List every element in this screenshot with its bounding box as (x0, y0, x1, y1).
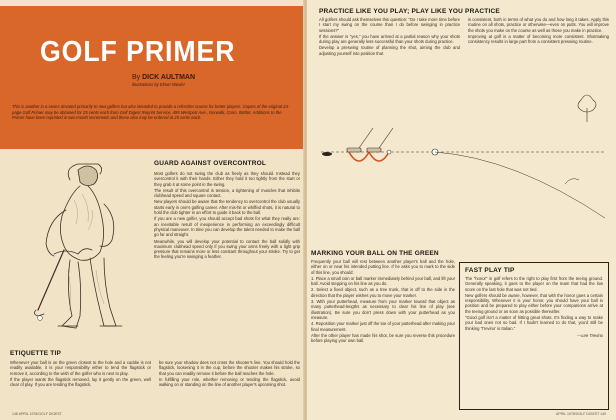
text-paragraph: If the answer is "yes," you have arrived at a partial reason why your shots during play are generally less successful than your shots during practice. (319, 33, 460, 45)
byline (132, 74, 195, 81)
page-title: GOLF PRIMER (40, 36, 236, 68)
etiquette-col-1 (10, 360, 151, 388)
folio-left: 148 APRIL 1978/GOLF DIGEST (12, 412, 62, 416)
guard-paragraph: The result of this overcontrol is tension, a tightening of muscles that inhibits clubhead speed and square contact. (154, 187, 300, 199)
putter-heads (347, 128, 393, 152)
intro-text: This is another in a series devoted primarily to new golfers but also intended to provide a refresher course for better players. Copies of the original 24-page Golf Primer may be obtained for 25 cents each from Golf Digest Reprint Service, 495 Westport Ave., Norwalk, Conn. 06856. Additions to the Primer have been reprinted in two-month increments and these also may be ordered at 25 cents each. (12, 104, 290, 121)
marking-paragraph: 2. Select a fixed object, such as a tree trunk, that is off to the side in the direction that the player wishes you to move your marker. (311, 287, 455, 298)
marking-paragraph: 3. With your putterhead, measure from your marker toward that object as many putterhead-lengths as necessary to clear his line of play (see illustration). Be sure you don't press down with your putterhead as you measure. (311, 299, 455, 320)
guard-paragraph: New players should be aware that the tendency to overcontrol the club usually starts early in one's golfing career. After mis-hit or whiffed shots, it is natural to hold the club tighter in an effort to guide it back to the ball. (154, 199, 300, 216)
marking-section (311, 250, 455, 344)
etiquette-columns (10, 360, 300, 388)
left-page (0, 0, 306, 420)
marking-paragraph: After the other player has made his shot, be sure you reverse this procedure before playing your own ball. (311, 332, 455, 344)
practice-heading: PRACTICE LIKE YOU PLAY; PLAY LIKE YOU PRACTICE (319, 8, 500, 15)
marking-paragraph: 1. Place a small coin or ball marker immediately behind your ball, and lift your ball. Avoid stepping on his line as you do. (311, 275, 455, 287)
quote-paragraph: "Good golf isn't a matter of hitting great shots. It's finding a way to make your bad ones not so bad. If I hadn't learned to do that, you'd still be thinking 'Trevino' is Italian." (465, 315, 603, 331)
ball-marker (387, 150, 391, 154)
marking-paragraph: Frequently your ball will rest between another player's ball and the hole, either on or near his intended putting line. If he asks you to mark to the side of this line, you should: (311, 259, 455, 275)
hole-flag (322, 152, 332, 156)
fast-play-paragraph: The "honor" in golf refers to the right to play first from the teeing ground. Generally speaking, it goes to the player on the team that had the low score on the last hole that was not tied. (465, 276, 603, 292)
text-paragraph: Develop a preswing routine of planning the shot, aiming the club and adjusting yourself into position that (319, 45, 460, 56)
fast-play-paragraph: New golfers should be aware, however, that with the honor goes a certain responsibility. Whenever it is your honor, you should have your ball in position and be prepared to play either before your companions arrive at the teeing ground or as soon as possible thereafter. (465, 292, 603, 314)
fast-play-box (459, 262, 609, 410)
guard-section (154, 160, 300, 261)
text-paragraph: Whenever your ball is on the green closest to the hole and a caddie is not readily available, it is your responsibility either to tend the flagstick or remove it, according to the wish of the golfer who is next to play. (10, 360, 151, 376)
measure-arcs (349, 152, 389, 161)
guard-paragraph: Most golfers do not swing the club as freely as they should. Instead they overcontrol it with their hands. Either they hold it too tightly from the start or they grab it at some point in the swing. (154, 171, 300, 187)
fast-play-heading: FAST PLAY TIP (465, 267, 515, 274)
guard-paragraph: Meanwhile, you will develop your potential to contact the ball solidly with maximum clubhead speed only if you swing your arms freely with a light grip pressure that remains more or less constant throughout your stroke. Try to get the feeling you're swinging a feather. (154, 238, 300, 260)
text-paragraph: is consistent, both in terms of what you do and how long it takes. Apply this routine on all shots, practice or otherwise—even on putts. You will improve the shots you make on the course as well as those you make in practice. (468, 17, 609, 33)
practice-columns (319, 17, 609, 57)
right-page (306, 0, 616, 420)
author-name: DICK AULTMAN (142, 74, 196, 81)
practice-col-1 (319, 17, 460, 57)
quote-signature: —Lee Trevino (577, 332, 603, 338)
practice-section (319, 8, 609, 57)
etiquette-col-2 (159, 360, 300, 388)
marker-diagram (315, 88, 611, 248)
guard-heading: GUARD AGAINST OVERCONTROL (154, 160, 267, 167)
fast-play-body (465, 276, 603, 331)
text-paragraph: In fulfilling your role, whether removing or tending the flagstick, avoid walking on or standing on the line of another player's upcoming shot. (159, 376, 300, 388)
text-paragraph: All golfers should ask themselves this question: "Do I take more time before I start my swing on the course than I do before swinging in practice sessions?" (319, 17, 460, 33)
tree-icon (578, 95, 596, 122)
title-banner (0, 6, 304, 149)
target-line (435, 152, 605, 218)
golfer-illustration (8, 150, 150, 345)
text-paragraph: be sure your shadow does not cross the shooter's line. You should hold the flagstick, loosening it in the cup, before the shooter makes his stroke, so that you can readily remove it before the ball reaches the hole. (159, 360, 300, 376)
marking-heading: MARKING YOUR BALL ON THE GREEN (311, 250, 439, 257)
byline-prefix: By (132, 74, 141, 81)
text-paragraph: If the player wants the flagstick removed, lay it gently on the green, well clear of play. If you are tending the flagstick, (10, 376, 151, 388)
guard-paragraph: If you are a new golfer, you should accept bad shots for what they really are: an inevitable result of inexperience in performing an exceedingly difficult physical maneuver. In time you can develop the talent needed to make the ball go far and straight. (154, 216, 300, 238)
text-paragraph: Improving at golf is a matter of becoming more consistent. Shotmaking consistency results in large part from a consistent preswing routine. (468, 33, 609, 45)
marking-paragraph: 4. Reposition your marker just off the toe of your putterhead after making your final measurement. (311, 321, 456, 332)
etiquette-heading: ETIQUETTE TIP (10, 350, 61, 357)
practice-col-2 (468, 17, 609, 57)
etiquette-section (10, 350, 300, 388)
folio-right: APRIL 1978/GOLF DIGEST 149 (556, 412, 606, 416)
illustrator-credit: Illustrations by Elmer Wexler (132, 82, 185, 87)
guard-body (154, 171, 300, 260)
marking-body (311, 259, 455, 343)
